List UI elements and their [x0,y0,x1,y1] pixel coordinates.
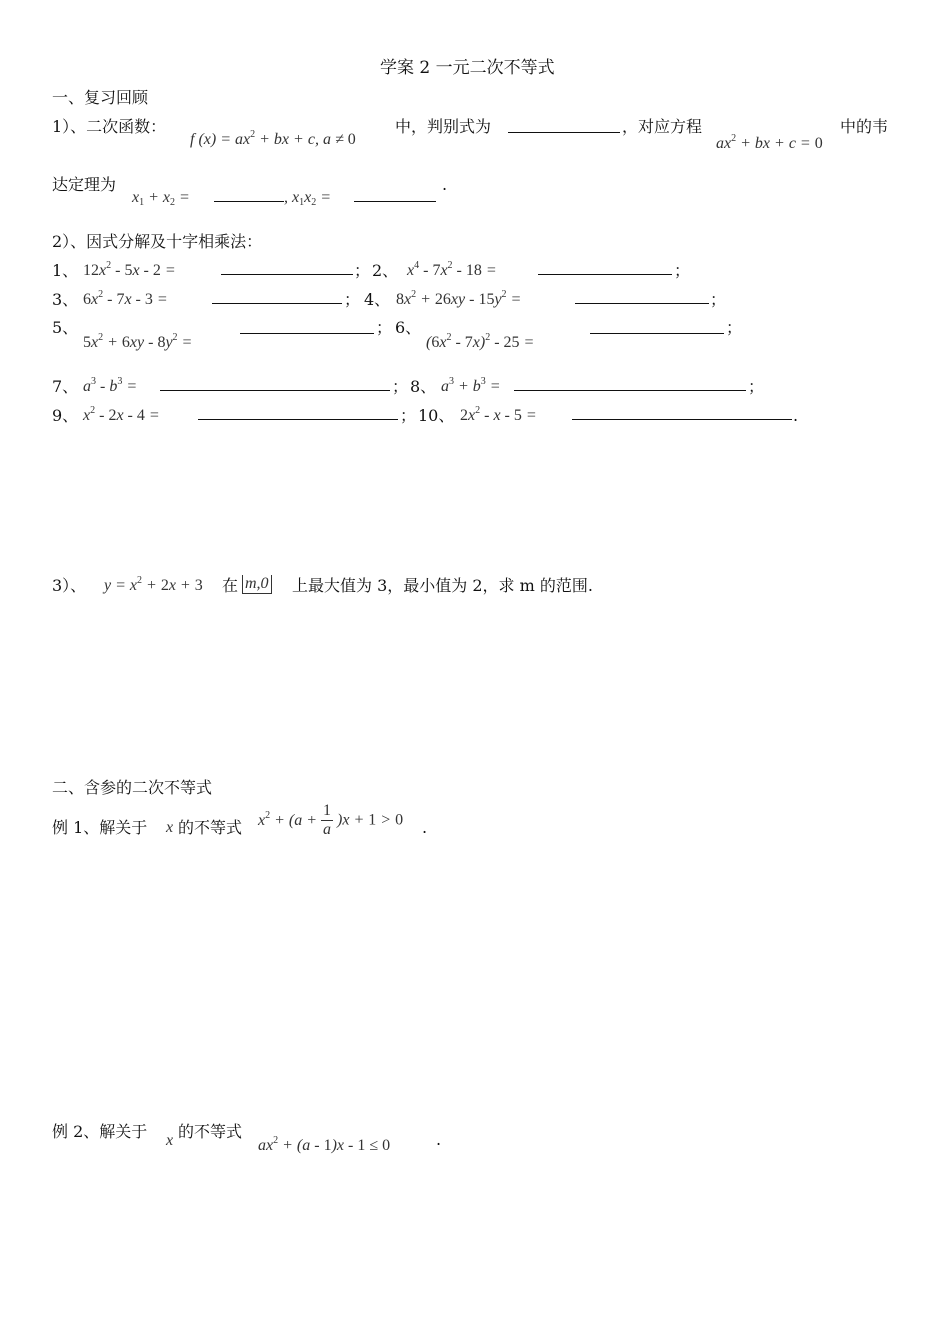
factor-item-end: ； [344,290,361,309]
factor-item-number: 7、 [52,377,79,396]
q1-text-end: 中的韦 [840,117,889,136]
q1-end-dot: . [442,175,448,194]
factor-item-expr: $x^2 - 2x - 4$ = [83,405,160,424]
section-heading-review: 一、复习回顾 [52,88,149,107]
factor-item-number: 4、 [364,290,391,309]
q1-text-after: ，对应方程 [622,117,703,136]
factor-item-expr: $a^3 - b^3$ = [83,376,138,395]
section-heading-parametric: 二、含参的二次不等式 [52,778,213,797]
example2-variable: x [166,1132,174,1149]
q1-text-mid: 中，判别式为 [395,117,492,136]
factor-answer-blank[interactable] [590,318,724,338]
factor-item-number: 6、 [395,318,422,337]
factor-item-number: 3、 [52,290,79,309]
factor-item-number: 8、 [410,377,437,396]
factor-item-expr: $(6x^2 - 7x)^2 - 25$ = [426,332,535,351]
q1-line2-start: 达定理为 [52,175,117,194]
factor-item-number: 5、 [52,318,79,337]
factor-answer-blank[interactable] [198,404,398,424]
factor-item-number: 9、 [52,406,79,425]
factor-item-end: ； [400,406,417,425]
example2-label: 例 2、解关于 [52,1122,148,1141]
factor-answer-blank[interactable] [514,375,746,395]
factor-item-end: ； [748,377,765,396]
example1-text: 的不等式 [178,818,243,837]
vieta-product-expr: , $x_1x_2$ = [284,189,332,208]
q3-interval: m,0 [242,574,272,594]
factor-answer-blank[interactable] [240,318,374,338]
q3-in-text: 在 [222,576,239,595]
factor-item-end: . [793,406,799,425]
q3-function-expr: $y = x^2 + 2x + 3$ [104,575,203,594]
factor-item-number: 1、 [52,261,79,280]
vieta-sum-expr: $x_1 + x_2$ = [132,189,190,208]
factor-item-expr: $5x^2 + 6xy - 8y^2$ = [83,332,193,351]
factor-item-end: ； [710,290,727,309]
example2-inequality: $ax^2 + (a - 1)x - 1 \le 0$ [258,1135,391,1154]
factor-answer-blank[interactable] [160,375,390,395]
q1-label: 1）、二次函数： [52,117,167,136]
factor-item-end: ； [376,318,393,337]
example2-text: 的不等式 [178,1122,243,1141]
example1-label: 例 1、解关于 [52,818,148,837]
factor-item-expr: $a^3 + b^3$ = [441,376,501,395]
vieta-sum-blank[interactable] [214,186,284,206]
factor-answer-blank[interactable] [221,259,353,279]
example2-end: . [436,1130,442,1149]
factor-item-end: ； [674,261,691,280]
q1-equation-expr: $ax^2$ + bx + c = 0 [716,133,823,152]
page-title: 学案 2 一元二次不等式 [380,58,555,78]
factor-item-end: ； [726,318,743,337]
q3-label: 3）、 [52,576,87,595]
example1-inequality: $x^2 + (a$ + $\frac{1}{a}$ )x + 1 > 0 [258,802,404,838]
factor-item-number: 10、 [418,406,455,425]
factor-item-end: ； [354,261,371,280]
discriminant-blank[interactable] [508,117,620,137]
factor-item-expr: $12x^2 - 5x - 2$ = [83,260,176,279]
vieta-product-blank[interactable] [354,186,436,206]
factor-item-expr: $6x^2 - 7x - 3$ = [83,289,168,308]
factor-item-number: 2、 [372,261,399,280]
example1-end: . [422,818,428,837]
factor-item-expr: $2x^2$ - x - 5 = [460,405,537,424]
example1-variable: x [166,819,174,836]
factor-item-end: ； [392,377,409,396]
factor-answer-blank[interactable] [572,404,792,424]
q2-label: 2）、因式分解及十字相乘法： [52,232,263,251]
q1-function-expr: f $(x) = ax^2$ + bx + c, a ≠ 0 [190,129,356,148]
factor-item-expr: $x^4 - 7x^2 - 18$ = [407,260,497,279]
factor-item-expr: $8x^2 + 26xy - 15y^2$ = [396,289,522,308]
factor-answer-blank[interactable] [538,259,672,279]
factor-answer-blank[interactable] [212,288,342,308]
q3-text: 上最大值为 3，最小值为 2，求 m 的范围. [292,576,593,595]
factor-answer-blank[interactable] [575,288,709,308]
